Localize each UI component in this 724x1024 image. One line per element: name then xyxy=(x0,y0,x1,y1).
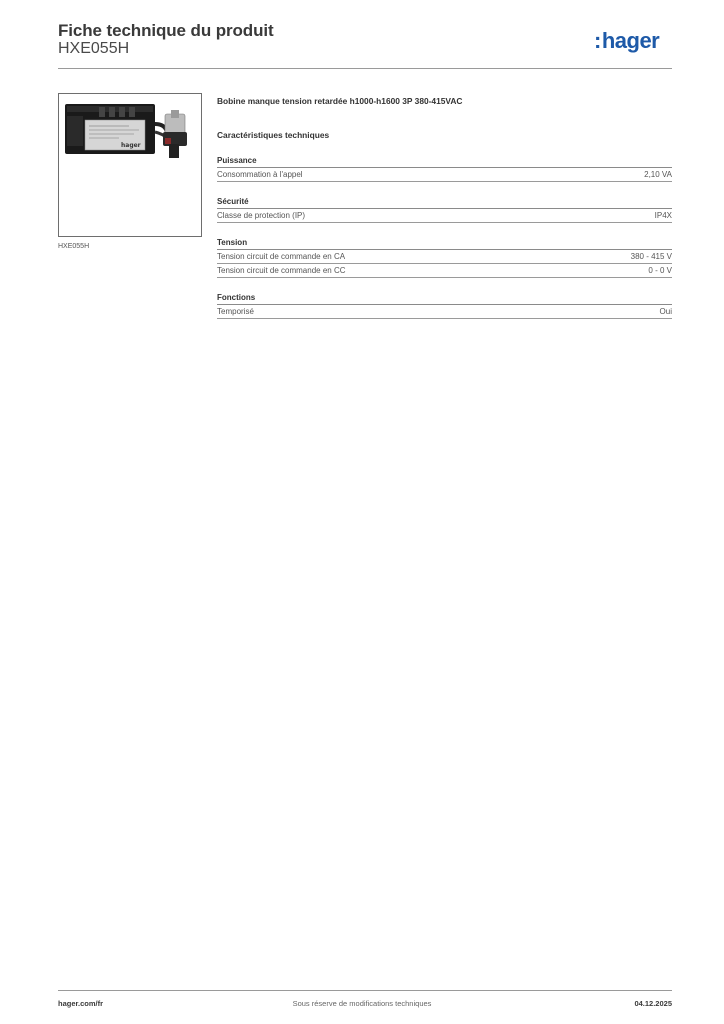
footer-divider xyxy=(58,990,672,991)
spec-value: IP4X xyxy=(654,211,672,220)
specs-title: Caractéristiques techniques xyxy=(217,130,330,140)
logo-mark-icon: : xyxy=(594,28,601,53)
product-image-frame xyxy=(58,93,202,237)
spec-label: Consommation à l'appel xyxy=(217,170,303,179)
footer-date: 04.12.2025 xyxy=(634,999,672,1008)
spec-group-title: Puissance xyxy=(217,155,672,168)
spec-row xyxy=(217,250,672,264)
header-divider xyxy=(58,68,672,69)
spec-value: Oui xyxy=(659,307,672,316)
product-image-caption: HXE055H xyxy=(58,243,90,250)
spec-label: Temporisé xyxy=(217,307,254,316)
spec-group xyxy=(217,155,672,182)
spec-groups xyxy=(217,155,672,319)
hager-logo xyxy=(594,29,659,53)
product-image-label: hager xyxy=(121,142,141,149)
product-image xyxy=(59,94,201,236)
spec-row xyxy=(217,209,672,223)
spec-label: Classe de protection (IP) xyxy=(217,211,306,220)
spec-group-title: Sécurité xyxy=(217,196,672,209)
spec-value: 2,10 VA xyxy=(644,170,672,179)
spec-group xyxy=(217,237,672,278)
product-description: Bobine manque tension retardée h1000-h1600 3P 380-415VAC xyxy=(217,96,463,106)
spec-label: Tension circuit de commande en CA xyxy=(217,252,346,261)
footer-website-link[interactable]: hager.com/fr xyxy=(58,999,104,1008)
spec-row xyxy=(217,264,672,278)
spec-group-title: Tension xyxy=(217,237,672,250)
spec-value: 0 - 0 V xyxy=(648,266,672,275)
spec-row xyxy=(217,168,672,182)
spec-row xyxy=(217,305,672,319)
spec-group xyxy=(217,292,672,319)
product-reference: HXE055H xyxy=(58,40,130,57)
spec-label: Tension circuit de commande en CC xyxy=(217,266,346,275)
page-title: Fiche technique du produit xyxy=(58,21,274,40)
spec-value: 380 - 415 V xyxy=(630,252,672,261)
logo-text: hager xyxy=(601,28,660,53)
footer-disclaimer: Sous réserve de modifications techniques xyxy=(292,999,432,1008)
product-content xyxy=(217,96,672,319)
spec-group-title: Fonctions xyxy=(217,292,672,305)
spec-group xyxy=(217,196,672,223)
